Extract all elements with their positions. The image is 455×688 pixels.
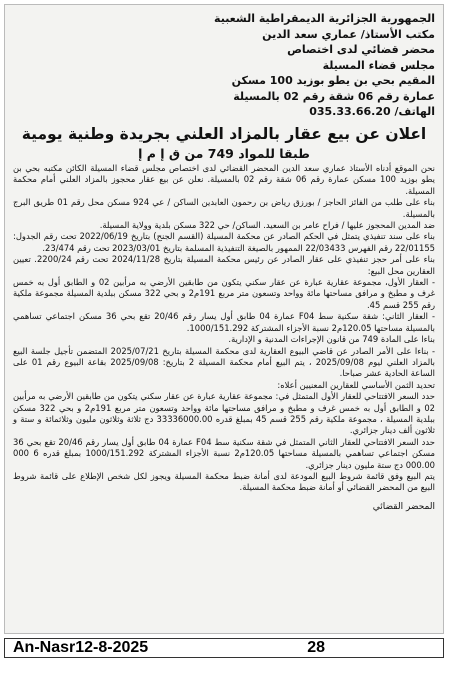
header-office: مكتب الأستاذ/ عماري سعد الدين xyxy=(262,27,435,41)
notice-title: اعلان عن بيع عقار بالمزاد العلني بجريدة وطنية يومية xyxy=(21,125,427,143)
body-paragraph: بناء على سند تنفيذي يتمثل في الحكم الصادر عن محكمة المسيلة (القسم الجنح) بتاريخ 2022/06/19 تحت رقم الجدول: 22/01155 رقم الفهرس 22/03433 الممهور بالصيغة التنفيذية المسلمة بتاريخ 2023/03/01 تحت رقم 23/474. xyxy=(13,231,436,253)
body-paragraph: بناء على أمر حجز تنفيذي على عقار الصادر عن رئيس محكمة المسيلة بتاريخ 2024/11/28 تحت رقم 2200/24. تعيين العقارين محل البيع: xyxy=(13,254,435,276)
body-paragraph: - بناءا على الأمر الصادر عن قاضي البيوع العقارية لدى محكمة المسيلة بتاريخ 2025/07/21 المتضمن تأجيل جلسة البيع بالمزاد العلني ليوم 2025/09/08 ، يتم البيع أمام محكمة المسيلة 2 بتاريخ: 2025/09/08 بقاعة البيوع رقم 01 على الساعة الحادية عشر صباحا. xyxy=(13,345,436,379)
signature: المحضر القضائي xyxy=(372,501,435,512)
header-court: مجلس قضاء المسيلة xyxy=(322,58,435,72)
header-bailiff: محضر قضائي لدى اختصاص xyxy=(287,43,435,56)
body-paragraph: ضد المدين المحجوز عليها / فراح عامر بن السعيد. الساكن/ حي 322 مسكن بلدية وولاية المسيلة. xyxy=(99,220,435,231)
header-address: المقيم بحي بن يطو بوزيد 100 مسكن xyxy=(231,74,435,87)
notice-subtitle: طبقا للمواد 749 من ق إ م إ xyxy=(138,146,310,161)
body-paragraph: يتم البيع وفق قائمة شروط البيع المودعة لدى أمانة ضبط محكمة المسيلة ويجوز لكل شخص الإطلاع على قائمة شروط البيع من المحضر القضائي أو أمانة ضبط محكمة المسيلة. xyxy=(13,470,435,493)
body-paragraph: تحديد الثمن الأساسي للعقارين المعنيين أعلاه: xyxy=(277,379,435,390)
header-building: عمارة رقم 06 شقة رقم 02 بالمسيلة xyxy=(233,89,435,103)
body-paragraph: نحن الموقع أدناه الأستاذ عماري سعد الدين المحضر القضائي لدى اختصاص مجلس قضاء المسيلة الكائن مكتبه بحي بن يطو بوزيد 100 مسكن عمارة رقم 06 شقة رقم 02 بالمسيلة. نعلن عن بيع عقار محجوز بالمزاد العلني أمام محكمة المسيلة. xyxy=(13,163,435,196)
notice-header xyxy=(13,11,435,119)
body-paragraph: بناء على طلب من الفائز الحاجز / بورزق رياض بن رحمون العابدين الساكن / عي 924 مسكن محل رقم 01 طريق البرج بالمسيلة. xyxy=(13,197,435,219)
page-footer xyxy=(4,638,444,658)
footer-source: An-Nasr12-8-2025 xyxy=(13,639,149,656)
header-phone: الهاتف/ 035.33.66.20 xyxy=(309,105,435,118)
body-paragraph: بناءا على المادة 749 من قانون الإجراءات المدنية و الإدارية. xyxy=(228,334,435,345)
page-number: 28 xyxy=(307,639,325,656)
notice-body xyxy=(13,163,435,514)
body-paragraph: حدد السعر الافتتاحي للعقار الثاني المتمثل في شقة سكنية سط F04 عمارة 04 طابق أول يسار رقم 20/46 تقع بحي 36 مسكن اجتماعي تساهمي بالمسيلة مساحتها 120.05م2 نسبة الأجزاء المشتركة 1000/151.292 بمبلغ قدره 6 000 000.00 دج ستة مليون دينار جزائري. xyxy=(13,436,435,470)
legal-notice xyxy=(4,4,444,634)
body-paragraph: - العقار الثاني: شقة سكنية سط F04 عمارة 04 طابق أول يسار رقم 20/46 تقع بحي 36 مسكن اجتماعي تساهمي بالمسيلة مساحتها 120.05م2 نسبة الأجزاء المشتركة 1000/151.292. xyxy=(13,311,435,333)
header-republic: الجمهورية الجزائرية الديمقراطية الشعبية xyxy=(214,12,435,25)
body-paragraph: حدد السعر الافتتاحي للعقار الأول المتمثل في: مجموعة عقارية عبارة عن عقار سكني يتكون من طابقين الأرضي به مرأبين 02 و الطابق أول به خمس غرف و مطبخ و مرافق مساحتها مائة وواحد وتسعون متر مربع 191م2 و بحي 322 مسكن ببلدية المسيلة ، مجموعة ملكية رقم 255 قسم 45 بمبلغ قدره 33336000.00 دج ثلاثة وثلاثون مليون وثلاثمائة و ستة و ثلاثون ألف دينار جزائري. xyxy=(13,391,435,436)
body-paragraph: - العقار الأول، مجموعة عقارية عبارة عن عقار سكني يتكون من طابقين الأرضي به مرأبين 02 و الطابق أول به خمس غرف و مطبخ و مرافق مساحتها مائة وواحد وتسعون متر مربع 191م2 و بحي 322 مسكن ببلدية المسيلة مجموعة ملكية رقم 255 قسم 45. xyxy=(13,277,436,310)
